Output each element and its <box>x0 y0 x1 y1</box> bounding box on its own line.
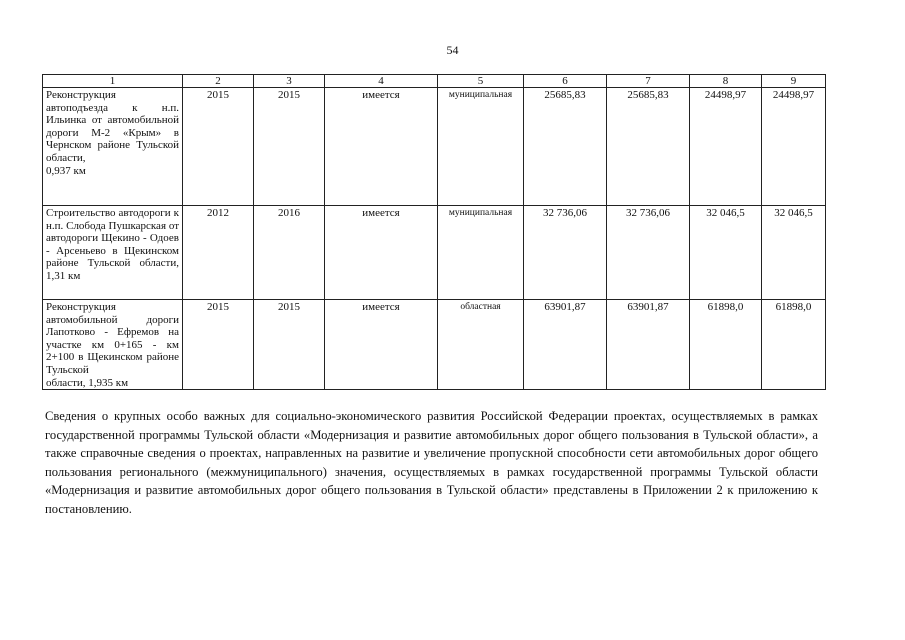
column-header: 1 <box>43 75 183 88</box>
column-header: 9 <box>762 75 826 88</box>
column-header: 6 <box>524 75 607 88</box>
project-name-tail: 1,31 км <box>46 269 81 282</box>
value-col7-cell: 25685,83 <box>607 88 690 206</box>
column-header: 4 <box>325 75 438 88</box>
documentation-cell: имеется <box>325 88 438 206</box>
column-header: 5 <box>438 75 524 88</box>
project-name-tail: области, 1,935 км <box>46 376 129 389</box>
column-header: 3 <box>254 75 325 88</box>
end-year-cell: 2015 <box>254 88 325 206</box>
column-header: 8 <box>690 75 762 88</box>
table-row <box>43 206 826 300</box>
documentation-cell: имеется <box>325 206 438 300</box>
value-col6-cell: 32 736,06 <box>524 206 607 300</box>
value-col7-cell: 63901,87 <box>607 300 690 390</box>
level-cell: областная <box>438 300 524 390</box>
level-cell: муниципальная <box>438 88 524 206</box>
value-col8-cell: 32 046,5 <box>690 206 762 300</box>
projects-table <box>42 74 826 390</box>
end-year-cell: 2016 <box>254 206 325 300</box>
start-year-cell: 2015 <box>183 300 254 390</box>
project-name-cell <box>43 206 183 300</box>
value-col8-cell: 24498,97 <box>690 88 762 206</box>
project-name-cell <box>43 300 183 390</box>
body-paragraph: Сведения о крупных особо важных для социально-экономического развития Российской Федерации проектах, осуществляемых в рамках государственной программы Тульской области «Модернизация и развитие автомобильных дорог общего пользования в Тульской области», а также справочные сведения о проектах, направленных на развитие и увеличение пропускной способности сети автомобильных дорог общего пользования регионального (межмуниципального) значения, осуществляемых в рамках государственной программы Тульской области «Модернизация и развитие автомобильных дорог общего пользования в Тульской области» представлены в Приложении 2 к приложению к постановлению. <box>45 409 818 516</box>
value-col6-cell: 25685,83 <box>524 88 607 206</box>
project-name: Реконструкция автоподъезда к н.п. Ильинка от автомобильной дороги М-2 «Крым» в Чернском районе Тульской области, <box>46 89 179 164</box>
project-name: Строительство автодороги к н.п. Слобода Пушкарская от автодороги Щекино - Одоев - Арсеньево в Щекинском районе Тульской области, <box>46 207 179 270</box>
table-header-row <box>43 75 826 88</box>
table-row <box>43 300 826 390</box>
end-year-cell: 2015 <box>254 300 325 390</box>
column-header: 7 <box>607 75 690 88</box>
value-col9-cell: 61898,0 <box>762 300 826 390</box>
column-header: 2 <box>183 75 254 88</box>
page-number: 54 <box>446 43 459 57</box>
value-col7-cell: 32 736,06 <box>607 206 690 300</box>
project-name-cell <box>43 88 183 206</box>
level-cell: муниципальная <box>438 206 524 300</box>
value-col6-cell: 63901,87 <box>524 300 607 390</box>
value-col9-cell: 32 046,5 <box>762 206 826 300</box>
start-year-cell: 2012 <box>183 206 254 300</box>
value-col8-cell: 61898,0 <box>690 300 762 390</box>
start-year-cell: 2015 <box>183 88 254 206</box>
value-col9-cell: 24498,97 <box>762 88 826 206</box>
table-row <box>43 88 826 206</box>
project-name: Реконструкция автомобильной дороги Лапотково - Ефремов на участке км 0+165 - км 2+100 в Щекинском районе Тульской <box>46 301 179 376</box>
project-name-tail: 0,937 км <box>46 164 86 177</box>
documentation-cell: имеется <box>325 300 438 390</box>
